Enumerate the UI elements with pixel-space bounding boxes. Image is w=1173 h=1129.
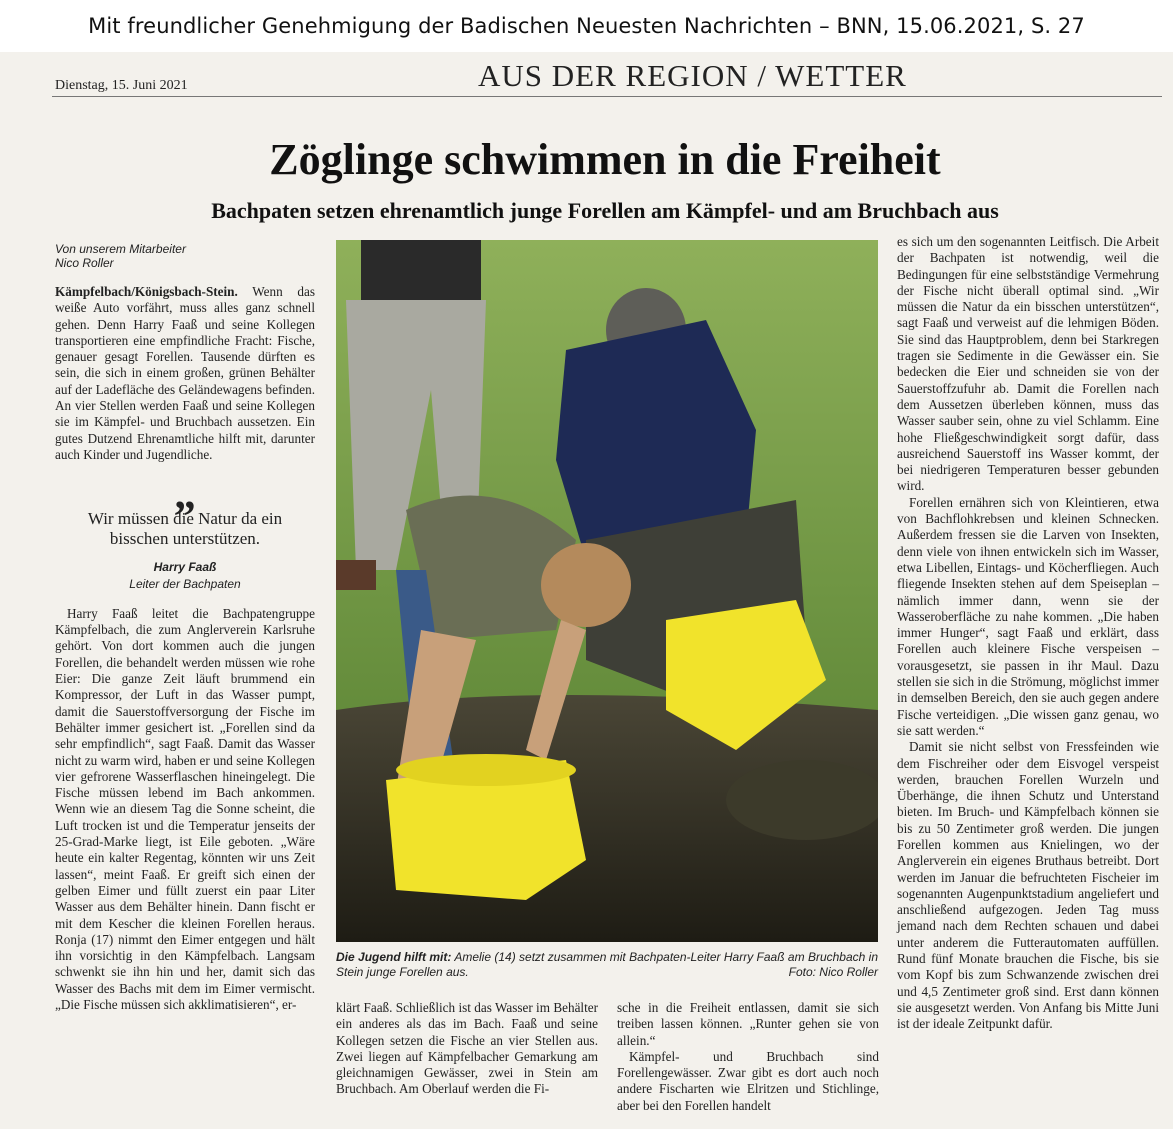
article-column-1: [55, 242, 315, 1013]
dateline: Dienstag, 15. Juni 2021: [55, 78, 188, 93]
paragraph: Kämpfelbach/Königsbach-Stein. Wenn das weiße Auto vorfährt, muss alles ganz schnell gehen. Denn Harry Faaß und seine Kollegen transportieren eine empfindliche Fracht: Fische, genauer gesagt Forellen. Tausende dürften es sein, die sich in einem großen, grünen Behälter auf der Ladefläche des Geländewagens befinden. An vier Stellen werden Faaß und seine Kollegen sie im Kämpfel- und Bruchbach aussetzen. Ein gutes Dutzend Ehrenamtliche hilft mit, darunter auch Kinder und Jugendliche.: [55, 284, 316, 462]
paragraph: Harry Faaß leitet die Bachpatengruppe Kämpfelbach, die zum Anglerverein Karlsruhe gehört. Von dort kommen auch die jungen Forellen, die behandelt werden müssen wie rohe Eier: Die ganze Zeit läuft brummend ein Kompressor, der Luft in das Wasser pumpt, damit die Sauerstoffversorgung der Fische im Behälter immer gesichert ist. „Forellen sind da sehr empfindlich“, sagt Faaß. Damit das Wasser nicht zu warm wird, haben er und seine Kollegen vier gefrorene Wasserflaschen hineingelegt. Die Fische müssen lebend im Bach ankommen. Wenn wie an diesem Tag die Sonne scheint, die Luft trocken ist und die Temperatur jenseits der 25-Grad-Marke liegt, ist Eile geboten. „Wäre heute ein kalter Regentag, könnten wir uns Zeit lassen“, meint Faaß. Er greift sich einen der gelben Eimer und füllt zuerst ein paar Liter Wasser aus dem Behälter hinein. Dann fischt er mit dem Kescher die kleinen Forellen heraus. Ronja (17) nimmt den Eimer entgegen und hält ihn vorsichtig in den Kämpfelbach. Langsam schwenkt sie ihn hin und her, damit sich das Wasser des Bachs mit dem im Eimer vermischt. „Die Fische müssen sich akklimatisieren“, er-: [55, 605, 315, 1012]
caption-text: Amelie (14) setzt zusammen mit Bachpaten-Leiter Harry Faaß am Bruchbach in Stein junge Forellen aus.: [336, 950, 879, 979]
permission-credit: Mit freundlicher Genehmigung der Badischen Neuesten Nachrichten – BNN, 15.06.2021, S. 27: [88, 14, 1085, 38]
article-column-4: [897, 234, 1159, 1033]
quote-author: Harry Faaß: [153, 560, 217, 575]
article-photo: [336, 240, 878, 942]
quote-mark: „: [174, 469, 196, 519]
caption-lead: Die Jugend hilft mit:: [336, 950, 452, 964]
photo-caption: [336, 950, 878, 980]
quote-author-role: Leiter der Bachpaten: [129, 576, 241, 591]
headline: Zöglinge schwimmen in die Freiheit: [269, 135, 941, 184]
header-rule: [52, 96, 1162, 97]
section-title: AUS DER REGION / WETTER: [478, 58, 907, 93]
place-line: Kämpfelbach/Königsbach-Stein.: [55, 284, 238, 299]
quote-text: Wir müssen die Natur da ein bisschen unterstützen.: [87, 509, 283, 549]
paragraph: sche in die Freiheit entlassen, damit sie sich treiben lassen können. „Runter gehen sie von allein.“: [617, 1000, 879, 1048]
subheadline: Bachpaten setzen ehrenamtlich junge Forellen am Kämpfel- und am Bruchbach aus: [211, 198, 999, 223]
paragraph: es sich um den sogenannten Leitfisch. Die Arbeit der Bachpaten ist notwendig, weil die Bedingungen für eine selbstständige Vermehrung der Fische nicht überall optimal sind. „Wir müssen die Natur da ein bisschen unterstützen“, sagt Faaß und verweist auf die lehmigen Böden. Sie sind das Hauptproblem, denn bei Starkregen tragen sie Sedimente in die Gewässer ein. Sie bedecken die Eier und schneiden sie von der Sauerstoffzufuhr ab. Damit die Forellen nach dem Aussetzen überleben können, muss das Wasser sauber sein, ohne zu viel Schlamm. Eine hohe Fließgeschwindigkeit sorgt dafür, dass ausreichend Sauerstoff ins Wasser kommt, der bei niedrigeren Temperaturen besser gebunden wird.: [897, 234, 1159, 494]
paragraph: Forellen ernähren sich von Kleintieren, etwa von Bachflohkrebsen und kleinen Schnecken. Außerdem fressen sie die Larven von Insekten, denn viele von ihnen entwickeln sich im Wasser, etwa Libellen, Eintags- und Köcherfliegen. Auch fliegende Insekten stehen auf dem Speiseplan – nämlich immer dann, wenn sie der Wasseroberfläche zu nahe kommen. „Die haben immer Hunger“, sagt Faaß und erklärt, dass Forellen auch kleinere Fische verspeisen – vorausgesetzt, sie passen in ihr Maul. Dazu stellen sie sich in die Strömung, möglichst immer in demselben Bereich, den sie auch gegen andere Fische verteidigen. „Die wissen ganz genau, wo sie satt werden.“: [897, 494, 1159, 738]
paragraph: Kämpfel- und Bruchbach sind Forellengewässer. Zwar gibt es dort auch noch andere Fischarten wie Elritzen und Stichlinge, aber bei den Forellen handelt: [617, 1048, 879, 1113]
article-column-3: [617, 1000, 879, 1114]
pull-quote: [55, 469, 315, 592]
paragraph: Damit sie nicht selbst von Fressfeinden wie dem Fischreiher oder dem Eisvogel verspeist werden, brauchen Forellen Wurzeln und Überhänge, die ihnen Schutz und Unterstand bieten. Im Bruch- und Kämpfelbach können sie bis zu 50 Zentimeter groß werden. Die jungen Forellen kommen aus Knielingen, wo der Anglerverein ein eigenes Bruthaus betreibt. Dort werden im Januar die befruchteten Fischeier im sogenannten Augenpunktstadium angeliefert und anschließend aufgezogen. Jeden Tag muss jemand nach dem Rechten schauen und dabei unter anderem die Futterautomaten auffüllen. Rund fünf Monate brauchen die Fische, bis sie vom Kopf bis zum Schwanzende zwischen drei und 4,5 Zentimeter groß sind. Erst dann können sie ausgesetzt werden. Von Anfang bis Mitte Juni ist der ideale Zeitpunkt dafür.: [897, 739, 1159, 1032]
byline: Von unserem Mitarbeiter Nico Roller: [55, 242, 186, 270]
photo-credit: Foto: Nico Roller: [788, 965, 878, 979]
article-column-2: [336, 1000, 598, 1098]
paragraph: klärt Faaß. Schließlich ist das Wasser im Behälter ein anderes als das im Bach. Faaß und seine Kollegen setzen die Fische an vier Stellen aus. Zwei liegen auf Kämpfelbacher Gemarkung am gleichnamigen Gewässer, zwei in Stein am Bruchbach. Am Oberlauf werden die Fi-: [336, 1000, 598, 1097]
photo-illustration: [336, 240, 878, 942]
